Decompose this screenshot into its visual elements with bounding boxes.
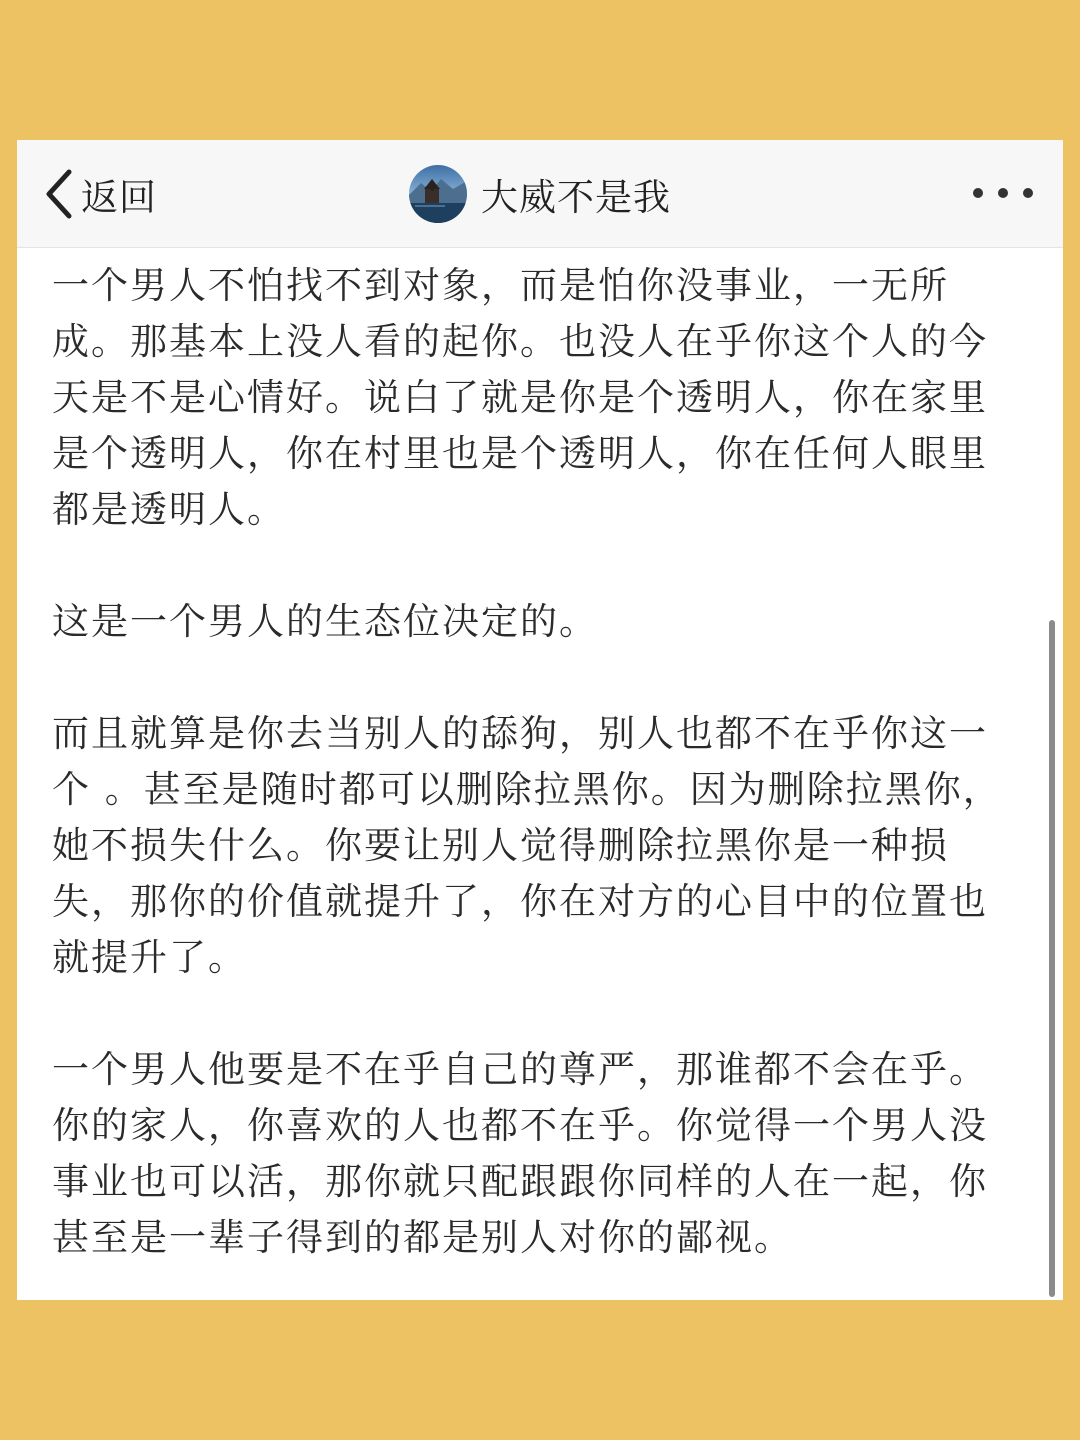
article-paragraph: 一个男人不怕找不到对象，而是怕你没事业，一无所成。那基本上没人看的起你。也没人在乎你这个人的今天是不是心情好。说白了就是你是个透明人，你在家里是个透明人，你在村里也是个透明人，你在任何人眼里都是透明人。 bbox=[52, 264, 988, 531]
author-profile[interactable] bbox=[409, 164, 671, 224]
more-horizontal-icon bbox=[973, 188, 983, 198]
article-paragraph: 而且就算是你去当别人的舔狗，别人也都不在乎你这一个 。甚至是随时都可以删除拉黑你。因为删除拉黑你，她不损失什么。你要让别人觉得删除拉黑你是一种损失，那你的价值就提升了，你在对方的心目中的位置也就提升了。 bbox=[52, 712, 1002, 979]
article-body bbox=[52, 248, 1022, 1266]
author-name: 大威不是我 bbox=[481, 176, 671, 219]
more-horizontal-icon bbox=[998, 188, 1008, 198]
article-paragraph: 这是一个男人的生态位决定的。 bbox=[52, 600, 598, 643]
note-screen bbox=[17, 140, 1063, 1300]
chevron-left-icon bbox=[43, 168, 75, 220]
more-options-button[interactable] bbox=[973, 176, 1033, 210]
avatar[interactable] bbox=[409, 165, 467, 223]
back-label: 返回 bbox=[81, 176, 157, 219]
more-horizontal-icon bbox=[1023, 188, 1033, 198]
article-paragraph: 一个男人他要是不在乎自己的尊严，那谁都不会在乎。你的家人，你喜欢的人也都不在乎。你觉得一个男人没事业也可以活，那你就只配跟跟你同样的人在一起，你甚至是一辈子得到的都是别人对你的鄙视。 bbox=[52, 1048, 988, 1259]
scrollbar[interactable] bbox=[1049, 620, 1055, 1297]
back-button[interactable] bbox=[43, 166, 157, 222]
top-nav-bar bbox=[17, 140, 1063, 248]
